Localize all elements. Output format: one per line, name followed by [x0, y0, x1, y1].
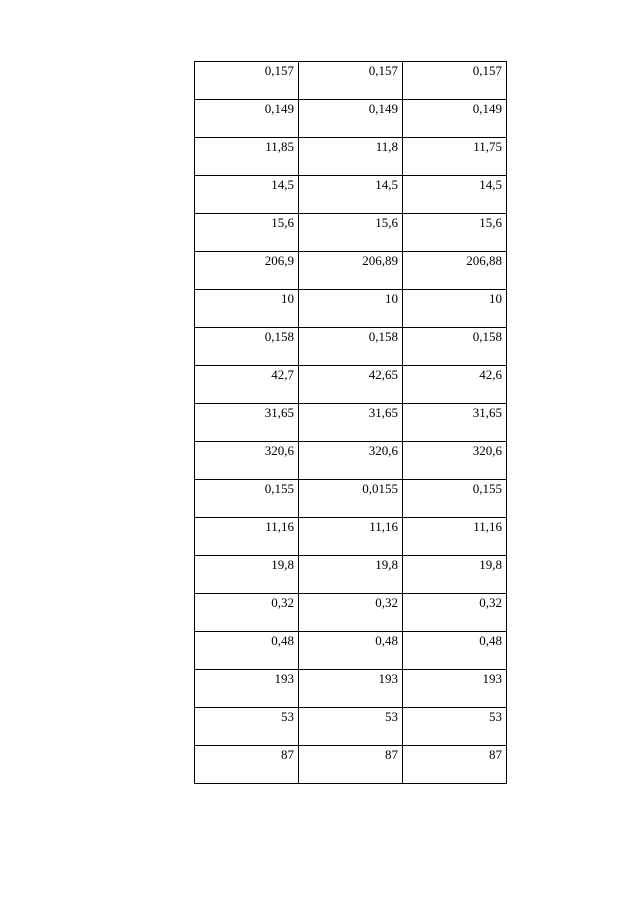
table-row: [195, 442, 507, 480]
cell-value: 0,158: [264, 329, 294, 344]
table-row: [195, 556, 507, 594]
cell-value: 14,5: [271, 177, 294, 192]
table-cell: [195, 632, 299, 670]
table-row: [195, 746, 507, 784]
table-cell: [403, 62, 507, 100]
cell-value: 206,9: [264, 253, 294, 268]
cell-value: 19,8: [271, 557, 294, 572]
cell-value: 14,5: [375, 177, 398, 192]
cell-value: 11,8: [375, 139, 398, 154]
table-cell: [195, 404, 299, 442]
cell-value: 15,6: [479, 215, 502, 230]
table-cell: [195, 480, 299, 518]
data-table: [194, 61, 507, 784]
table-cell: [299, 138, 403, 176]
table-cell: [403, 328, 507, 366]
cell-value: 0,32: [271, 595, 294, 610]
cell-value: 11,85: [265, 139, 294, 154]
table-cell: [195, 442, 299, 480]
table-cell: [299, 594, 403, 632]
cell-value: 193: [274, 671, 294, 686]
table-cell: [403, 100, 507, 138]
table-cell: [195, 252, 299, 290]
table-row: [195, 100, 507, 138]
table-row: [195, 708, 507, 746]
cell-value: 0,149: [472, 101, 502, 116]
table-row: [195, 594, 507, 632]
table-cell: [299, 746, 403, 784]
table-cell: [195, 556, 299, 594]
table-cell: [195, 594, 299, 632]
table-cell: [403, 176, 507, 214]
table-cell: [195, 518, 299, 556]
cell-value: 320,6: [472, 443, 502, 458]
table-cell: [195, 214, 299, 252]
cell-value: 31,65: [368, 405, 398, 420]
cell-value: 31,65: [264, 405, 294, 420]
cell-value: 0,48: [375, 633, 398, 648]
cell-value: 87: [281, 747, 294, 762]
table-cell: [403, 442, 507, 480]
cell-value: 42,7: [271, 367, 294, 382]
cell-value: 320,6: [264, 443, 294, 458]
table-row: [195, 480, 507, 518]
cell-value: 0,48: [271, 633, 294, 648]
cell-value: 0,0155: [362, 481, 398, 496]
cell-value: 11,16: [369, 519, 398, 534]
cell-value: 206,89: [362, 253, 398, 268]
table-cell: [299, 252, 403, 290]
table-cell: [299, 480, 403, 518]
cell-value: 14,5: [479, 177, 502, 192]
table-cell: [403, 252, 507, 290]
cell-value: 31,65: [472, 405, 502, 420]
cell-value: 193: [482, 671, 502, 686]
table-cell: [403, 708, 507, 746]
cell-value: 42,65: [368, 367, 398, 382]
table-cell: [299, 518, 403, 556]
table-cell: [195, 176, 299, 214]
table-row: [195, 632, 507, 670]
cell-value: 10: [385, 291, 398, 306]
cell-value: 42,6: [479, 367, 502, 382]
cell-value: 193: [378, 671, 398, 686]
table-row: [195, 404, 507, 442]
table-cell: [195, 100, 299, 138]
table-cell: [299, 62, 403, 100]
table-cell: [195, 366, 299, 404]
table-cell: [403, 670, 507, 708]
table-cell: [299, 670, 403, 708]
table-cell: [195, 138, 299, 176]
table-cell: [299, 708, 403, 746]
cell-value: 0,155: [264, 481, 294, 496]
table-row: [195, 138, 507, 176]
table-cell: [299, 214, 403, 252]
table-cell: [299, 290, 403, 328]
cell-value: 0,48: [479, 633, 502, 648]
table-cell: [299, 404, 403, 442]
table-cell: [403, 138, 507, 176]
table-row: [195, 670, 507, 708]
table-cell: [403, 480, 507, 518]
cell-value: 87: [385, 747, 398, 762]
cell-value: 53: [489, 709, 502, 724]
table-row: [195, 328, 507, 366]
table-row: [195, 290, 507, 328]
table-row: [195, 62, 507, 100]
table-cell: [299, 100, 403, 138]
table-row: [195, 252, 507, 290]
cell-value: 320,6: [368, 443, 398, 458]
cell-value: 87: [489, 747, 502, 762]
table-row: [195, 366, 507, 404]
cell-value: 11,16: [265, 519, 294, 534]
cell-value: 0,158: [368, 329, 398, 344]
cell-value: 15,6: [271, 215, 294, 230]
table-cell: [195, 62, 299, 100]
cell-value: 10: [281, 291, 294, 306]
cell-value: 11,16: [473, 519, 502, 534]
table-cell: [299, 556, 403, 594]
cell-value: 53: [385, 709, 398, 724]
table-cell: [299, 632, 403, 670]
table-cell: [299, 442, 403, 480]
table-cell: [195, 290, 299, 328]
table-cell: [195, 746, 299, 784]
table-cell: [299, 176, 403, 214]
table-row: [195, 176, 507, 214]
table-cell: [299, 328, 403, 366]
cell-value: 0,32: [479, 595, 502, 610]
table-cell: [403, 632, 507, 670]
table-cell: [403, 518, 507, 556]
cell-value: 206,88: [466, 253, 502, 268]
table-cell: [195, 328, 299, 366]
cell-value: 0,32: [375, 595, 398, 610]
cell-value: 0,149: [264, 101, 294, 116]
table-body: [195, 62, 507, 784]
table-row: [195, 518, 507, 556]
cell-value: 0,158: [472, 329, 502, 344]
cell-value: 15,6: [375, 215, 398, 230]
cell-value: 19,8: [375, 557, 398, 572]
table-cell: [403, 290, 507, 328]
cell-value: 53: [281, 709, 294, 724]
cell-value: 10: [489, 291, 502, 306]
table-cell: [403, 404, 507, 442]
table-cell: [403, 366, 507, 404]
table-cell: [403, 556, 507, 594]
cell-value: 11,75: [473, 139, 502, 154]
table-cell: [403, 214, 507, 252]
table-cell: [403, 594, 507, 632]
table-cell: [299, 366, 403, 404]
cell-value: 0,157: [264, 63, 294, 78]
table-cell: [195, 708, 299, 746]
table-row: [195, 214, 507, 252]
cell-value: 19,8: [479, 557, 502, 572]
table-cell: [195, 670, 299, 708]
cell-value: 0,149: [368, 101, 398, 116]
table-cell: [403, 746, 507, 784]
cell-value: 0,155: [472, 481, 502, 496]
cell-value: 0,157: [368, 63, 398, 78]
cell-value: 0,157: [472, 63, 502, 78]
